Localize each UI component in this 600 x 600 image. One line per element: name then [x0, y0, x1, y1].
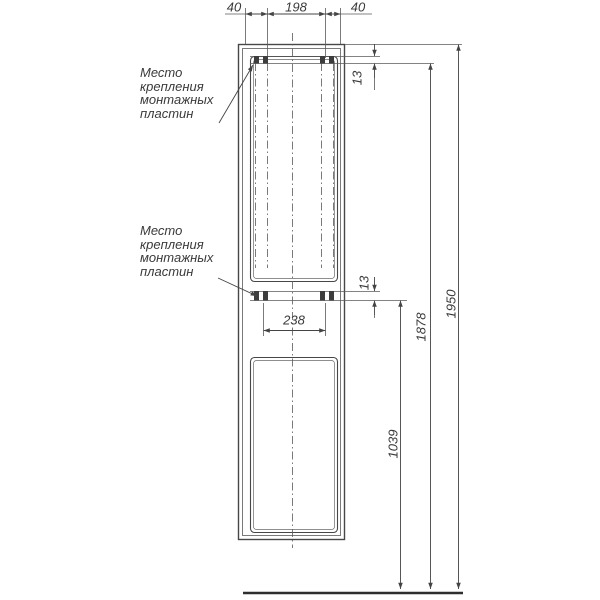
dimension-mid-plate-offset: 13	[356, 275, 372, 291]
note-line: монтажных	[140, 92, 214, 107]
note-line: крепления	[140, 236, 204, 252]
dimension-lower-plate-span: 238	[283, 312, 305, 328]
hidden-center-lines	[256, 33, 334, 548]
mounting-note-bottom	[140, 224, 213, 278]
note-line: пластин	[140, 263, 194, 279]
note-line: монтажных	[140, 250, 214, 265]
dimension-top-left-width: 40	[226, 0, 242, 15]
dimension-top-plate-offset: 13	[349, 70, 365, 86]
extension-lines	[225, 8, 375, 336]
dimension-top-right-width: 40	[350, 0, 366, 15]
dimension-lower-plate-height: 1039	[385, 429, 401, 459]
dimension-lines	[246, 14, 459, 589]
note-line: пластин	[140, 105, 194, 121]
dimension-upper-plate-height: 1878	[413, 312, 429, 342]
dimension-total-height: 1950	[443, 289, 459, 319]
dimension-top-center-width: 198	[285, 0, 307, 15]
leader-lines	[218, 65, 257, 296]
mounting-plates	[254, 56, 334, 301]
upper-door	[251, 57, 338, 282]
note-line: Место	[140, 223, 183, 238]
mounting-note-top	[140, 66, 213, 120]
lower-door	[251, 358, 338, 533]
note-line: крепления	[140, 78, 204, 94]
note-line: Место	[140, 65, 183, 80]
